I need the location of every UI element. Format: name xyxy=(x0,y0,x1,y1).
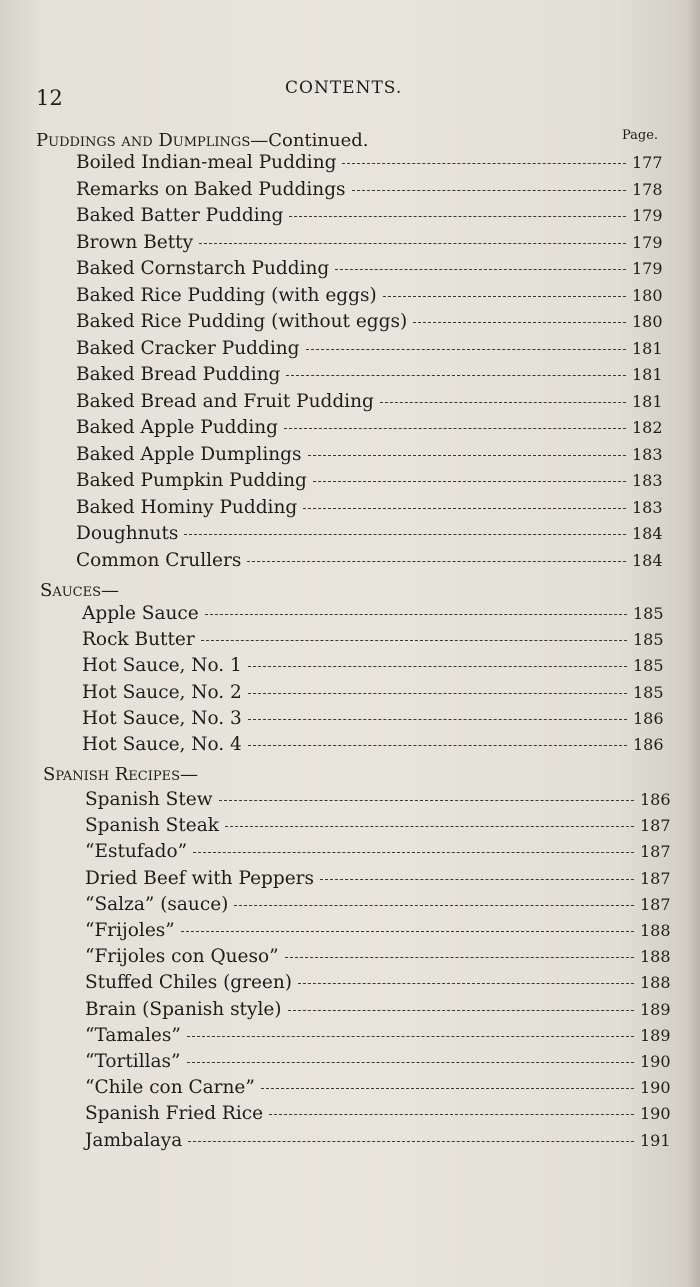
entry-page-number: 188 xyxy=(640,973,671,993)
entry-page-number: 180 xyxy=(632,285,663,305)
entry-page-number: 188 xyxy=(640,921,671,940)
dot-leader xyxy=(313,481,626,482)
entry-title: Brain (Spanish style) xyxy=(85,998,282,1020)
entry-title: Spanish Fried Rice xyxy=(85,1103,264,1125)
toc-entry xyxy=(76,179,662,205)
toc-entry xyxy=(85,1051,670,1077)
toc-entry xyxy=(85,815,670,841)
dot-leader xyxy=(184,534,626,535)
entry-title: Baked Bread Pudding xyxy=(76,364,281,385)
toc-entry xyxy=(76,497,662,523)
section-heading xyxy=(43,764,198,785)
toc-entry xyxy=(82,682,663,708)
page-number: 12 xyxy=(36,86,63,110)
entry-page-number: 185 xyxy=(633,630,664,650)
toc-entry xyxy=(82,708,663,734)
entry-page-number: 183 xyxy=(632,497,663,517)
page-column-label: Page. xyxy=(622,128,659,143)
entry-page-number: 179 xyxy=(632,259,663,278)
entry-title: Hot Sauce, No. 2 xyxy=(82,681,242,703)
toc-entry xyxy=(85,920,670,946)
entry-title: “Chile con Carne” xyxy=(85,1077,255,1099)
toc-entry xyxy=(85,1103,670,1129)
dot-leader xyxy=(187,1062,634,1063)
entry-page-number: 180 xyxy=(632,312,663,331)
entry-page-number: 191 xyxy=(640,1130,671,1150)
dot-leader xyxy=(181,931,634,932)
dot-leader xyxy=(248,693,627,694)
dot-leader xyxy=(261,1088,634,1089)
entry-page-number: 183 xyxy=(632,471,663,490)
dot-leader xyxy=(285,957,634,958)
entry-title: “Tamales” xyxy=(85,1024,181,1046)
dot-leader xyxy=(205,614,627,615)
entry-title: Baked Pumpkin Pudding xyxy=(76,470,307,491)
dot-leader xyxy=(288,1010,634,1011)
entry-title: Brown Betty xyxy=(76,231,194,253)
toc-entry xyxy=(85,1077,670,1103)
section-heading-suffix: — xyxy=(101,580,120,601)
entry-title: Dried Beef with Peppers xyxy=(85,867,315,889)
entry-title: Baked Cornstarch Pudding xyxy=(76,258,330,279)
entry-page-number: 188 xyxy=(640,947,671,967)
toc-entry xyxy=(76,391,662,417)
dot-leader xyxy=(248,719,627,720)
entry-page-number: 181 xyxy=(632,338,663,358)
toc-entry xyxy=(76,285,662,311)
dot-leader xyxy=(289,216,626,217)
entry-title: Boiled Indian-meal Pudding xyxy=(76,152,337,173)
dot-leader xyxy=(298,983,634,984)
section-heading xyxy=(36,130,369,151)
entry-title: Hot Sauce, No. 3 xyxy=(82,707,242,729)
dot-leader xyxy=(248,666,627,667)
toc-entry xyxy=(76,470,662,496)
toc-entry xyxy=(82,655,663,681)
section-heading-text: Puddings and Dumplings xyxy=(36,130,251,151)
dot-leader xyxy=(335,269,626,270)
toc-entry xyxy=(76,232,662,258)
entry-title: Doughnuts xyxy=(76,523,179,544)
dot-leader xyxy=(342,163,626,164)
toc-entry xyxy=(82,734,663,760)
entry-title: Baked Cracker Pudding xyxy=(76,337,300,359)
toc-entry xyxy=(76,338,662,364)
entry-title: Remarks on Baked Puddings xyxy=(76,178,346,200)
entry-page-number: 190 xyxy=(640,1078,671,1098)
entry-title: Baked Rice Pudding (without eggs) xyxy=(76,311,408,332)
dot-leader xyxy=(234,905,634,906)
section-heading-text: Spanish Recipes xyxy=(43,764,181,785)
entry-page-number: 179 xyxy=(632,206,663,225)
entry-page-number: 179 xyxy=(632,232,663,252)
entry-title: Baked Apple Pudding xyxy=(76,417,279,438)
entry-title: Jambalaya xyxy=(85,1129,183,1151)
entry-title: “Frijoles” xyxy=(85,920,175,941)
dot-leader xyxy=(225,826,634,827)
dot-leader xyxy=(413,322,626,323)
entry-title: Common Crullers xyxy=(76,549,242,571)
entry-page-number: 184 xyxy=(632,524,663,543)
entry-page-number: 177 xyxy=(632,153,663,172)
section-heading-text: Sauces xyxy=(40,580,102,601)
toc-entry xyxy=(76,444,662,470)
entry-title: Hot Sauce, No. 4 xyxy=(82,734,242,755)
dot-leader xyxy=(248,745,627,746)
toc-entry xyxy=(85,972,670,998)
dot-leader xyxy=(247,561,626,562)
toc-entry xyxy=(76,311,662,337)
entry-page-number: 187 xyxy=(640,842,671,862)
entry-page-number: 178 xyxy=(632,179,663,199)
dot-leader xyxy=(303,508,626,509)
dot-leader xyxy=(308,455,626,456)
dot-leader xyxy=(320,879,634,880)
entry-title: Baked Batter Pudding xyxy=(76,205,284,226)
entry-title: Baked Bread and Fruit Pudding xyxy=(76,390,374,412)
toc-entry xyxy=(85,868,670,894)
entry-page-number: 182 xyxy=(632,418,663,437)
entry-title: Apple Sauce xyxy=(82,603,199,624)
toc-entry xyxy=(85,999,670,1025)
entry-page-number: 190 xyxy=(640,1104,671,1124)
entry-page-number: 181 xyxy=(632,391,663,411)
entry-page-number: 186 xyxy=(633,708,664,728)
entry-title: “Frijoles con Queso” xyxy=(85,946,279,968)
entry-title: “Salza” (sauce) xyxy=(85,893,229,915)
entry-title: Rock Butter xyxy=(82,629,195,651)
entry-title: “Tortillas” xyxy=(85,1051,181,1072)
section-heading xyxy=(40,580,119,601)
entry-page-number: 186 xyxy=(633,735,664,754)
dot-leader xyxy=(193,852,634,853)
entry-title: “Estufado” xyxy=(85,841,188,863)
entry-page-number: 186 xyxy=(640,790,671,809)
toc-entry xyxy=(82,603,663,629)
entry-page-number: 187 xyxy=(640,868,671,888)
entry-page-number: 187 xyxy=(640,894,671,914)
entry-page-number: 181 xyxy=(632,365,663,384)
entry-page-number: 185 xyxy=(633,604,664,623)
toc-entry xyxy=(85,946,670,972)
entry-title: Stuffed Chiles (green) xyxy=(85,972,292,994)
dot-leader xyxy=(284,428,626,429)
toc-entry xyxy=(76,205,662,231)
toc-entry xyxy=(76,550,662,576)
dot-leader xyxy=(187,1036,634,1037)
toc-entry xyxy=(76,152,662,178)
entry-page-number: 184 xyxy=(632,550,663,570)
dot-leader xyxy=(306,349,627,350)
page-edge-shadow xyxy=(686,0,700,1287)
toc-entry xyxy=(85,894,670,920)
toc-entry xyxy=(76,364,662,390)
entry-page-number: 183 xyxy=(632,444,663,464)
toc-entry xyxy=(85,1025,670,1051)
toc-entry xyxy=(76,258,662,284)
dot-leader xyxy=(286,375,626,376)
section-heading-suffix: — xyxy=(180,764,199,785)
toc-entry xyxy=(85,789,670,815)
entry-title: Spanish Steak xyxy=(85,815,219,837)
dot-leader xyxy=(380,402,626,403)
dot-leader xyxy=(269,1114,634,1115)
toc-entry xyxy=(76,523,662,549)
dot-leader xyxy=(201,640,627,641)
entry-title: Baked Hominy Pudding xyxy=(76,496,298,518)
entry-page-number: 185 xyxy=(633,682,664,702)
dot-leader xyxy=(199,243,626,244)
dot-leader xyxy=(188,1141,634,1142)
entry-title: Hot Sauce, No. 1 xyxy=(82,655,242,677)
entry-page-number: 189 xyxy=(640,999,671,1019)
entry-title: Baked Apple Dumplings xyxy=(76,443,302,465)
entry-title: Baked Rice Pudding (with eggs) xyxy=(76,284,377,306)
toc-entry xyxy=(85,841,670,867)
entry-page-number: 189 xyxy=(640,1025,671,1045)
section-heading-suffix: —Continued. xyxy=(250,130,369,151)
entry-page-number: 185 xyxy=(633,656,664,676)
toc-entry xyxy=(82,629,663,655)
toc-entry xyxy=(76,417,662,443)
entry-page-number: 190 xyxy=(640,1052,671,1071)
entry-page-number: 187 xyxy=(640,816,671,836)
toc-entry xyxy=(85,1130,670,1156)
dot-leader xyxy=(352,190,626,191)
entry-title: Spanish Stew xyxy=(85,789,213,810)
dot-leader xyxy=(219,800,634,801)
running-head: CONTENTS. xyxy=(285,78,403,98)
dot-leader xyxy=(383,296,626,297)
